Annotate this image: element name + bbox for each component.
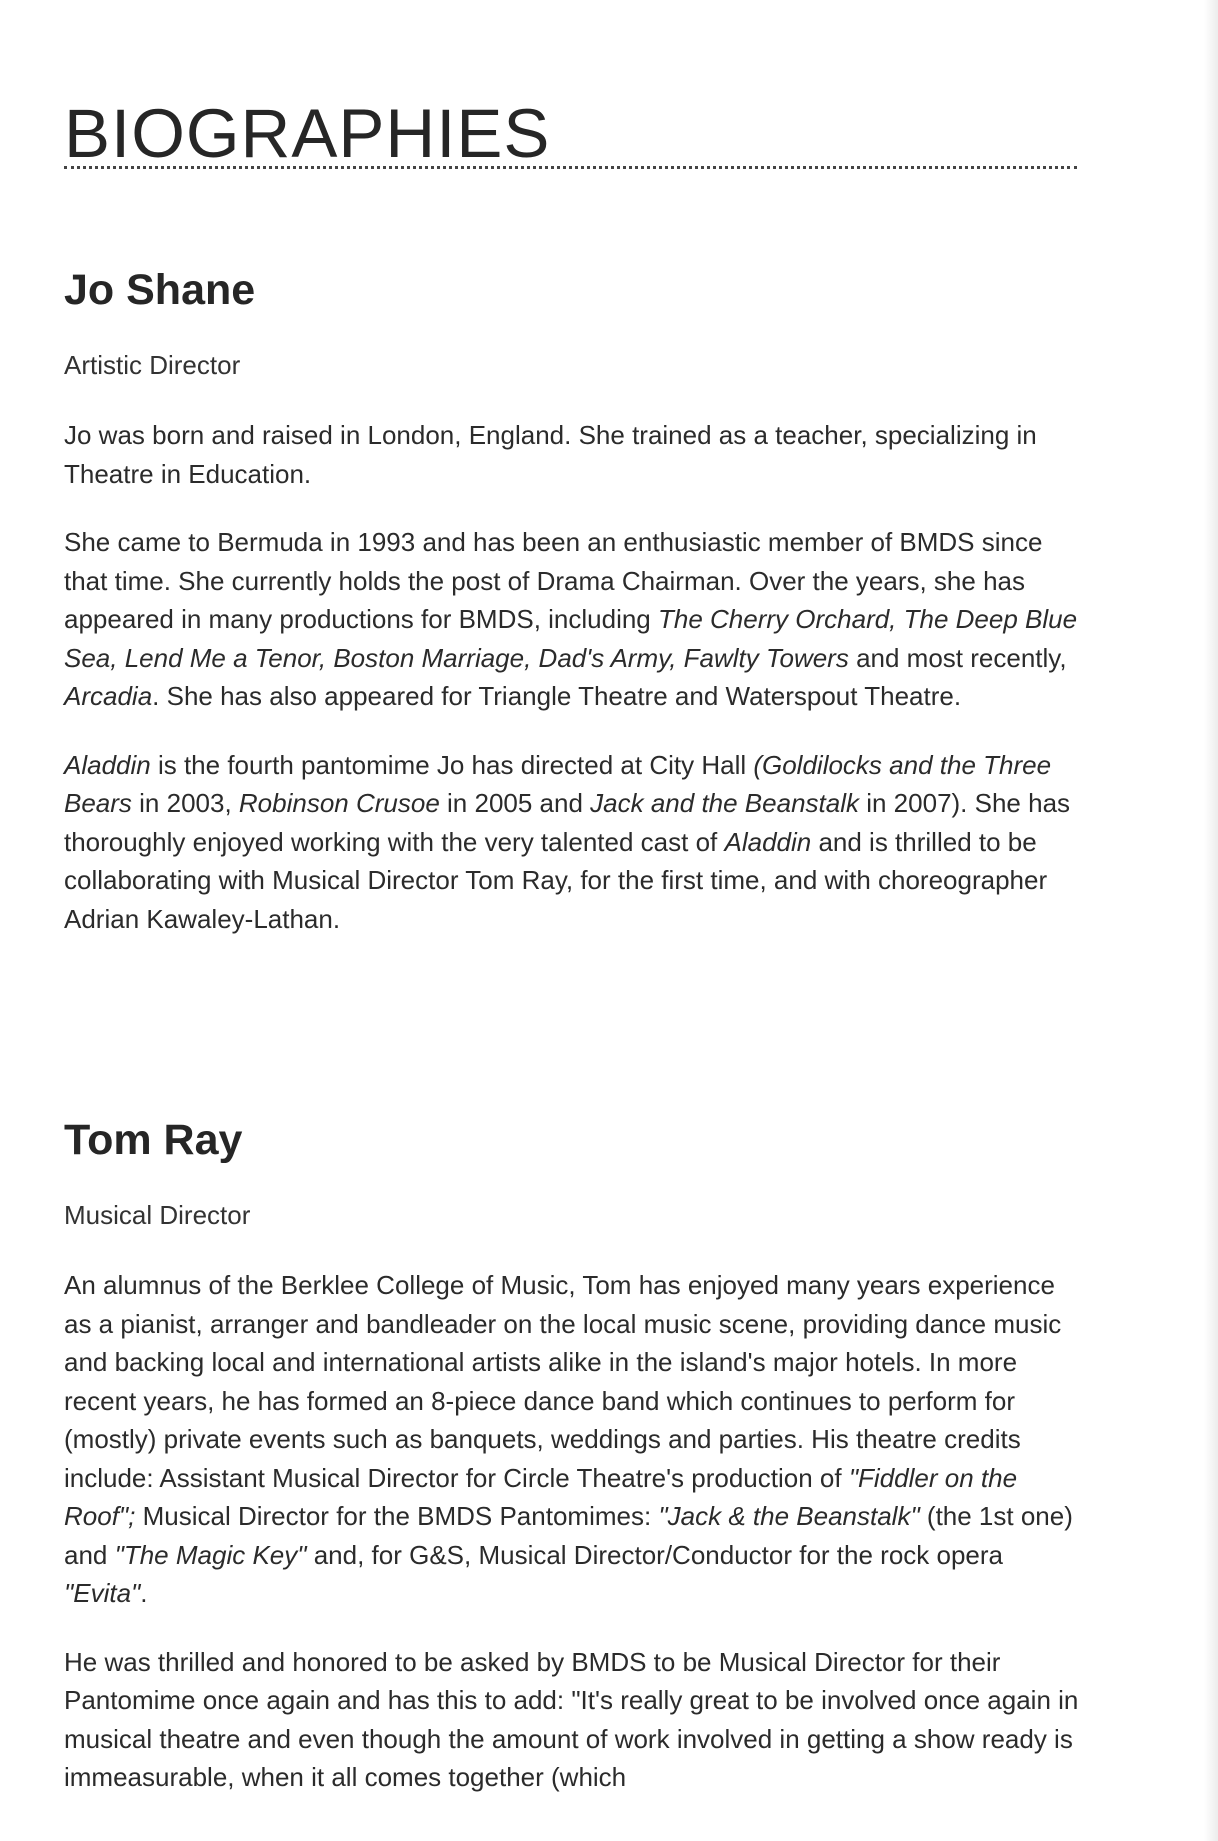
paragraph-text: and is thrilled to be collaborating with Musical Director Tom Ray, for the first time, and with choreographer Adrian Kawaley-Lathan. <box>64 826 1048 934</box>
paragraph-text: (the 1st one) and <box>64 1501 1073 1570</box>
italic-title-text: Arcadia <box>64 681 153 711</box>
paragraph-text: in 2007). She has thoroughly enjoyed working with the very talented cast of <box>64 788 1071 857</box>
italic-title-text: Aladdin <box>724 826 812 857</box>
italic-title-text: The Cherry Orchard, The Deep Blue Sea, Lend Me a Tenor, Boston Marriage, Dad's Army, Fawlty Towers <box>64 604 1078 673</box>
italic-title-text: Aladdin <box>64 749 151 780</box>
paragraph-text: Jo was born and raised in London, England. She trained as a teacher, specializing in Theatre in Education. <box>64 420 1037 489</box>
italic-title-text: Robinson Crusoe <box>238 788 440 818</box>
paragraph-text: . <box>140 1578 148 1608</box>
paragraph-text: in 2003, <box>131 788 239 818</box>
title-dotted-rule <box>64 166 1077 169</box>
paragraph-text: . She has also appeared for Triangle Theatre and Waterspout Theatre. <box>152 681 962 711</box>
italic-title-text: "Evita" <box>64 1578 141 1608</box>
bio-tom-ray <box>64 1112 1084 1797</box>
italic-title-text: "The Magic Key" <box>114 1539 307 1570</box>
italic-title-text: Jack and the Beanstalk <box>590 788 859 818</box>
bio-paragraph <box>64 1643 1084 1797</box>
italic-title-text: "Fiddler on the Roof"; <box>64 1462 1018 1531</box>
bio-name: Tom Ray <box>64 1116 243 1164</box>
bio-paragraph <box>64 523 1084 716</box>
italic-title-text: (Goldilocks and the Three Bears <box>64 749 1052 818</box>
paragraph-text: He was thrilled and honored to be asked by BMDS to be Musical Director for their Pantomime once again and has this to add: "It's really great to be involved once again in musical theatre and even though the amount of work involved in getting a show ready is immeasurable, when it all comes together (which <box>64 1646 1079 1792</box>
bio-paragraph <box>64 416 1084 493</box>
paragraph-text: She came to Bermuda in 1993 and has been an enthusiastic member of BMDS since that time. She currently holds the post of Drama Chairman. Over the years, she has appeared in many productions for BMDS, including <box>64 527 1043 634</box>
bio-paragraph <box>64 1266 1084 1613</box>
paragraph-text: in 2005 and <box>439 788 591 818</box>
bio-name: Jo Shane <box>64 266 256 314</box>
page-edge-shadow <box>1204 0 1218 1841</box>
bio-jo-shane <box>64 262 1084 938</box>
bio-role: Musical Director <box>64 1200 251 1230</box>
paragraph-text: and most recently, <box>848 642 1067 673</box>
bio-role: Artistic Director <box>64 350 241 380</box>
paragraph-text: Musical Director for the BMDS Pantomimes: <box>135 1501 659 1531</box>
bio-paragraph <box>64 746 1084 939</box>
italic-title-text: "Jack & the Beanstalk" <box>658 1501 920 1531</box>
paragraph-text: An alumnus of the Berklee College of Music, Tom has enjoyed many years experience as a pianist, arranger and bandleader on the local music scene, providing dance music and backing local and international artists alike in the island's major hotels. In more recent years, he has formed an 8-piece dance band which continues to perform for (mostly) private events such as banquets, weddings and parties. His theatre credits include: Assistant Musical Director for Circle Theatre's production of <box>64 1270 1062 1493</box>
paragraph-text: is the fourth pantomime Jo has directed at City Hall <box>150 749 754 780</box>
paragraph-text: and, for G&S, Musical Director/Conductor for the rock opera <box>306 1539 1003 1570</box>
page-title: BIOGRAPHIES <box>64 95 551 172</box>
